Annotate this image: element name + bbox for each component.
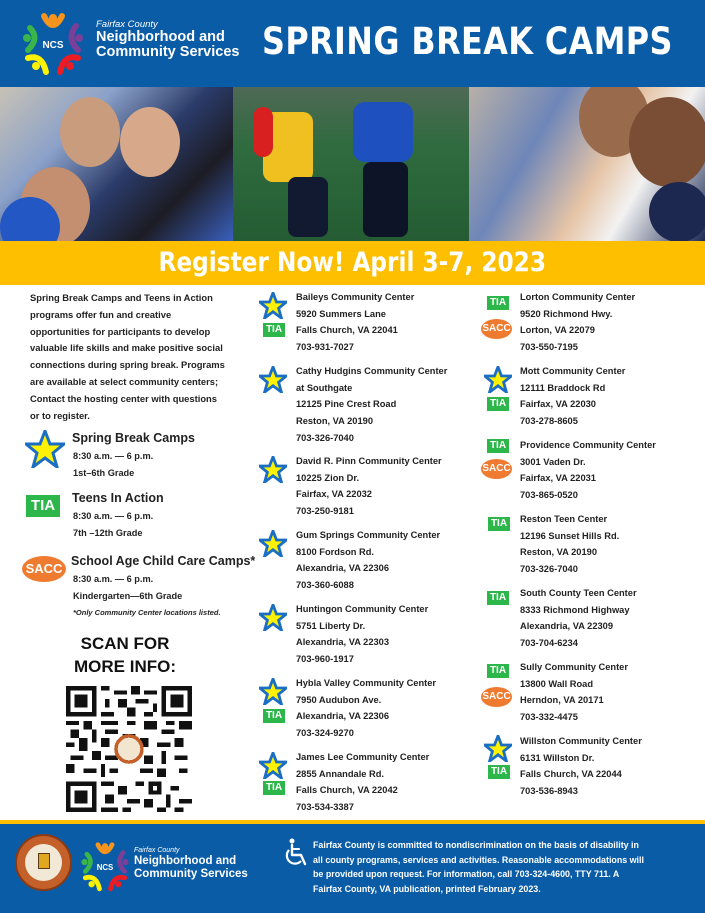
site-city: Fairfax, VA 22030 [520, 399, 596, 410]
sacc-badge: SACC [481, 687, 512, 707]
disclaimer-line: all county programs, services and activities. Reasonable accommodations will [313, 854, 644, 865]
site-name-cont: at Southgate [296, 382, 353, 393]
site-address: 9520 Richmond Hwy. [520, 308, 613, 319]
site-address: 8333 Richmond Highway [520, 604, 630, 615]
site-text [520, 437, 656, 504]
star-icon [259, 292, 287, 319]
sacc-badge: SACC [481, 319, 512, 339]
site-address: 10225 Zion Dr. [296, 472, 360, 483]
disclaimer-line: be provided upon request. For information, call 703-324-4600, TTY 711. A [313, 869, 620, 880]
legend-name: Spring Break Camps [72, 431, 195, 445]
star-icon [259, 530, 287, 557]
tia-badge: TIA [487, 664, 509, 678]
site-city: Fairfax, VA 22032 [296, 489, 372, 500]
wheelchair-accessibility-icon [282, 838, 310, 868]
qr-code-icon [66, 686, 192, 812]
site-name: Huntingon Community Center [296, 604, 429, 614]
site-text [296, 527, 440, 594]
tia-badge: TIA [263, 781, 285, 795]
site-name: Baileys Community Center [296, 292, 415, 302]
site-phone: 703-534-3387 [296, 802, 354, 813]
scan-heading [50, 632, 200, 678]
site-city: Alexandria, VA 22306 [296, 711, 390, 722]
tia-badge: TIA [487, 296, 509, 310]
footer-org-name [134, 846, 248, 880]
star-icon [259, 752, 287, 779]
site-phone: 703-704-6234 [520, 638, 578, 649]
org-line-1: Neighborhood and [134, 855, 237, 867]
legend-name: Teens In Action [72, 491, 164, 505]
site-address: 13800 Wall Road [520, 678, 594, 689]
site-address: 12196 Sunset Hills Rd. [520, 530, 620, 541]
sacc-badge: SACC [481, 459, 512, 479]
site-phone: 703-326-7040 [296, 432, 354, 443]
site-city: Reston, VA 20190 [296, 416, 373, 427]
org-line-1: Neighborhood and [96, 29, 225, 45]
tia-badge: TIA [26, 495, 60, 517]
intro-line: programs offer fun and creative [30, 308, 172, 320]
photo-crafts [469, 87, 705, 241]
legend-grades: 7th –12th Grade [73, 528, 143, 538]
site-phone: 703-250-9181 [296, 506, 354, 517]
site-city: Herndon, VA 20171 [520, 695, 604, 706]
site-city: Reston, VA 20190 [520, 547, 597, 558]
intro-line: opportunities for participants to develop [30, 325, 211, 337]
disclaimer-line: Fairfax County, VA publication, printed February 2023. [313, 884, 541, 895]
header-bar [0, 0, 705, 87]
site-name: Hybla Valley Community Center [296, 678, 437, 688]
org-name [96, 19, 239, 60]
intro-line: Spring Break Camps and Teens in Action [30, 292, 213, 303]
site-phone: 703-326-7040 [520, 564, 578, 575]
site-text [296, 601, 428, 668]
star-icon [259, 366, 287, 393]
scan-line-2: MORE INFO: [74, 657, 176, 676]
sacc-badge: SACC [22, 556, 66, 582]
site-address: 5751 Liberty Dr. [296, 620, 366, 631]
legend-hours: 8:30 a.m. — 6 p.m. [73, 574, 154, 584]
site-phone: 703-536-8943 [520, 786, 578, 797]
tia-badge: TIA [488, 517, 510, 531]
site-city: Falls Church, VA 22041 [296, 325, 398, 336]
site-address: 7950 Audubon Ave. [296, 694, 382, 705]
site-name: South County Teen Center [520, 588, 637, 598]
star-icon [259, 604, 287, 631]
svg-text:NCS: NCS [96, 862, 114, 872]
photo-flag-football [233, 87, 469, 241]
site-address: 5920 Summers Lane [296, 308, 386, 319]
tia-badge: TIA [263, 323, 285, 337]
intro-line: or to register. [30, 409, 90, 421]
org-county: Fairfax County [134, 847, 180, 854]
county-seal-icon [116, 736, 142, 762]
footer-bar [0, 824, 705, 913]
site-address: 2855 Annandale Rd. [296, 768, 385, 779]
site-text [520, 585, 637, 652]
org-line-2: Community Services [134, 867, 248, 880]
site-name: Sully Community Center [520, 662, 628, 672]
org-line-2: Community Services [96, 44, 240, 60]
site-name: David R. Pinn Community Center [296, 456, 442, 466]
site-city: Falls Church, VA 22042 [296, 785, 398, 796]
site-address: 12125 Pine Crest Road [296, 399, 397, 410]
site-address: 8100 Fordson Rd. [296, 546, 375, 557]
legend-hours: 8:30 a.m. — 6 p.m. [73, 511, 154, 521]
site-city: Falls Church, VA 22044 [520, 769, 622, 780]
ncs-logo-icon [80, 840, 130, 892]
site-phone: 703-278-8605 [520, 416, 578, 427]
site-name: Willston Community Center [520, 736, 642, 746]
star-icon [259, 678, 287, 705]
register-text: Register Now! April 3-7, 2023 [158, 247, 547, 278]
site-name: Cathy Hudgins Community Center [296, 366, 448, 376]
county-seal-icon [15, 834, 72, 891]
site-city: Alexandria, VA 22303 [296, 637, 390, 648]
legend-grades: Kindergarten—6th Grade [73, 591, 183, 601]
site-address: 6131 Willston Dr. [520, 752, 595, 763]
site-address: 3001 Vaden Dr. [520, 456, 586, 467]
site-text [520, 511, 619, 578]
nondiscrimination-statement [313, 838, 695, 897]
site-city: Lorton, VA 22079 [520, 325, 595, 336]
intro-paragraph [30, 290, 240, 424]
legend-name: School Age Child Care Camps* [71, 554, 256, 568]
logo-initials: NCS [42, 40, 64, 51]
tia-badge: TIA [488, 765, 510, 779]
site-phone: 703-332-4475 [520, 712, 578, 723]
site-phone: 703-960-1917 [296, 654, 354, 665]
intro-line: connections during spring break. Programs [30, 359, 225, 371]
star-icon [484, 366, 512, 393]
site-text [520, 659, 628, 726]
ncs-logo-icon [22, 10, 84, 76]
legend-hours: 8:30 a.m. — 6 p.m. [73, 451, 154, 461]
intro-line: are available at select community centers; [30, 375, 219, 387]
tia-badge: TIA [487, 591, 509, 605]
site-city: Alexandria, VA 22309 [520, 621, 614, 632]
tia-badge: TIA [263, 709, 285, 723]
page-title: SPRING BREAK CAMPS [262, 20, 673, 63]
photo-strip [0, 87, 705, 241]
site-name: Lorton Community Center [520, 292, 636, 302]
site-name: Reston Teen Center [520, 514, 608, 524]
tia-badge: TIA [487, 439, 509, 453]
site-name: Gum Springs Community Center [296, 530, 441, 540]
site-phone: 703-931-7027 [296, 342, 354, 353]
site-text [520, 363, 625, 430]
register-banner [0, 241, 705, 285]
site-phone: 703-550-7195 [520, 342, 578, 353]
site-text [296, 289, 414, 356]
legend-note: *Only Community Center locations listed. [73, 608, 221, 617]
legend-grades: 1st–6th Grade [73, 468, 135, 478]
star-icon [259, 456, 287, 483]
site-phone: 703-865-0520 [520, 490, 578, 501]
site-phone: 703-324-9270 [296, 728, 354, 739]
site-text [520, 289, 635, 356]
site-name: Providence Community Center [520, 440, 656, 450]
site-city: Alexandria, VA 22306 [296, 563, 390, 574]
disclaimer-line: Fairfax County is committed to nondiscrimination on the basis of disability in [313, 840, 639, 850]
site-text [296, 675, 436, 742]
star-icon [25, 430, 65, 468]
site-phone: 703-360-6088 [296, 580, 354, 591]
tia-badge: TIA [487, 397, 509, 411]
star-icon [484, 735, 512, 762]
scan-line-1: SCAN FOR [80, 634, 170, 653]
photo-kids-glasses [0, 87, 233, 241]
site-text [296, 453, 442, 520]
site-city: Fairfax, VA 22031 [520, 473, 596, 484]
site-name: Mott Community Center [520, 366, 626, 376]
org-county: Fairfax County [96, 19, 158, 30]
site-address: 12111 Braddock Rd [520, 382, 606, 393]
site-text [296, 363, 447, 447]
site-text [296, 749, 429, 816]
intro-line: Contact the hosting center with questions [30, 392, 217, 404]
intro-line: valuable life skills and make positive social [30, 342, 223, 354]
site-text [520, 733, 642, 800]
qr-code[interactable] [66, 686, 192, 812]
site-name: James Lee Community Center [296, 752, 430, 762]
